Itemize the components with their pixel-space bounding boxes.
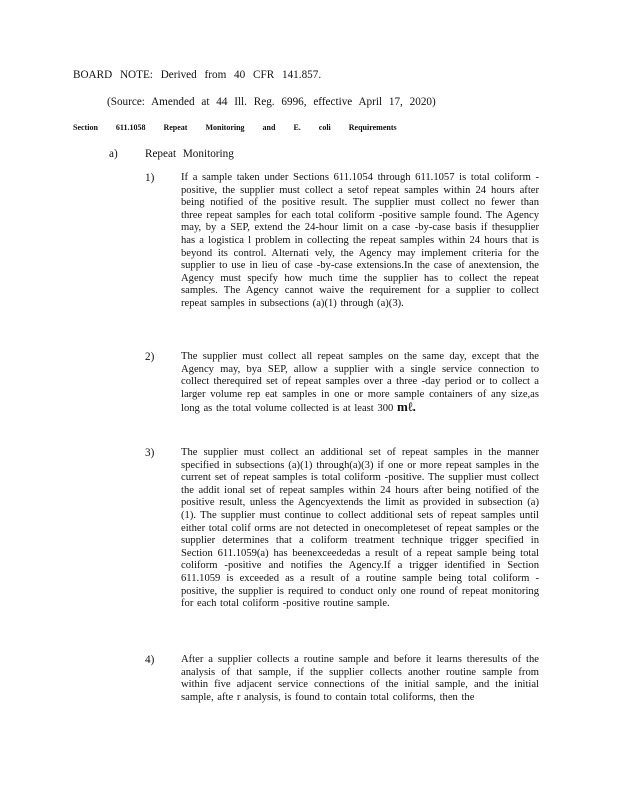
subsection-label: a): [109, 148, 118, 160]
item-paragraph: [181, 351, 539, 416]
item-paragraph-text: The supplier must collect all repeat samples on the same day, except that the Agency may, bya SEP, allow a supplier with a single service connection to collect therequired set of repeat samples over a three -day period or to collect a larger volume rep eat samples in one or more sample containers of any size,as long as the total volume collected is at least 300: [181, 351, 539, 415]
item-paragraph: The supplier must collect an additional set of repeat samples in the manner specified in subsections (a)(1) through(a)(3) if one or more repeat samples in the current set of repeat samples is total coliform -positive. The supplier must collect the addit ional set of repeat samples within 24 hours after being notified of the positive result, unless the Agencyextends the limit as provided in subsection (a)(1). The supplier must continue to collect additional sets of repeat samples until either total colif orms are not detected in onecompleteset of repeat samples or the supplier determines that a coliform treatment technique trigger specified in Section 611.1059(a) has beenexceededas a result of a repeat sample being total coliform -positive and notifies the Agency.If a trigger identified in Section 611.1059 is exceeded as a result of a routine sample being total coliform -positive, the supplier is required to conduct only one round of repeat monitoring for each total coliform -positive routine sample.: [181, 447, 539, 610]
subsection-title: Repeat Monitoring: [145, 148, 234, 160]
item-number: 1): [145, 172, 155, 184]
item-number: 3): [145, 447, 155, 459]
item-number: 4): [145, 654, 155, 666]
volume-unit: mℓ.: [396, 399, 416, 415]
section-title: Section 611.1058 Repeat Monitoring and E. coli Requirements: [73, 123, 397, 132]
item-paragraph: If a sample taken under Sections 611.1054 through 611.1057 is total coliform -positive, the supplier must collect a setof repeat samples within 24 hours after being notified of the positive result. The supplier must collect no fewer than three repeat samples for each total coliform -positive sample found. The Agency may, by a SEP, extend the 24-hour limit on a case -by-case basis if thesupplier has a logistica l problem in collecting the repeat samples within 24 hours that is beyond its control. Alternati vely, the Agency may implement criteria for the supplier to use in lieu of case -by-case extensions.In the case of anextension, the Agency must specify how much time the supplier has to collect the repeat samples. The Agency cannot waive the requirement for a supplier to collect repeat samples in subsections (a)(1) through (a)(3).: [181, 172, 539, 309]
source-note: (Source: Amended at 44 Ill. Reg. 6996, effective April 17, 2020): [107, 96, 436, 108]
item-paragraph: After a supplier collects a routine sample and before it learns theresults of the analysis of that sample, if the supplier collects another routine sample from within five adjacent service connections of the initial sample, and the initial sample, afte r analysis, is found to contain total coliforms, then the: [181, 654, 539, 703]
board-note: BOARD NOTE: Derived from 40 CFR 141.857.: [73, 69, 322, 81]
item-number: 2): [145, 351, 155, 363]
